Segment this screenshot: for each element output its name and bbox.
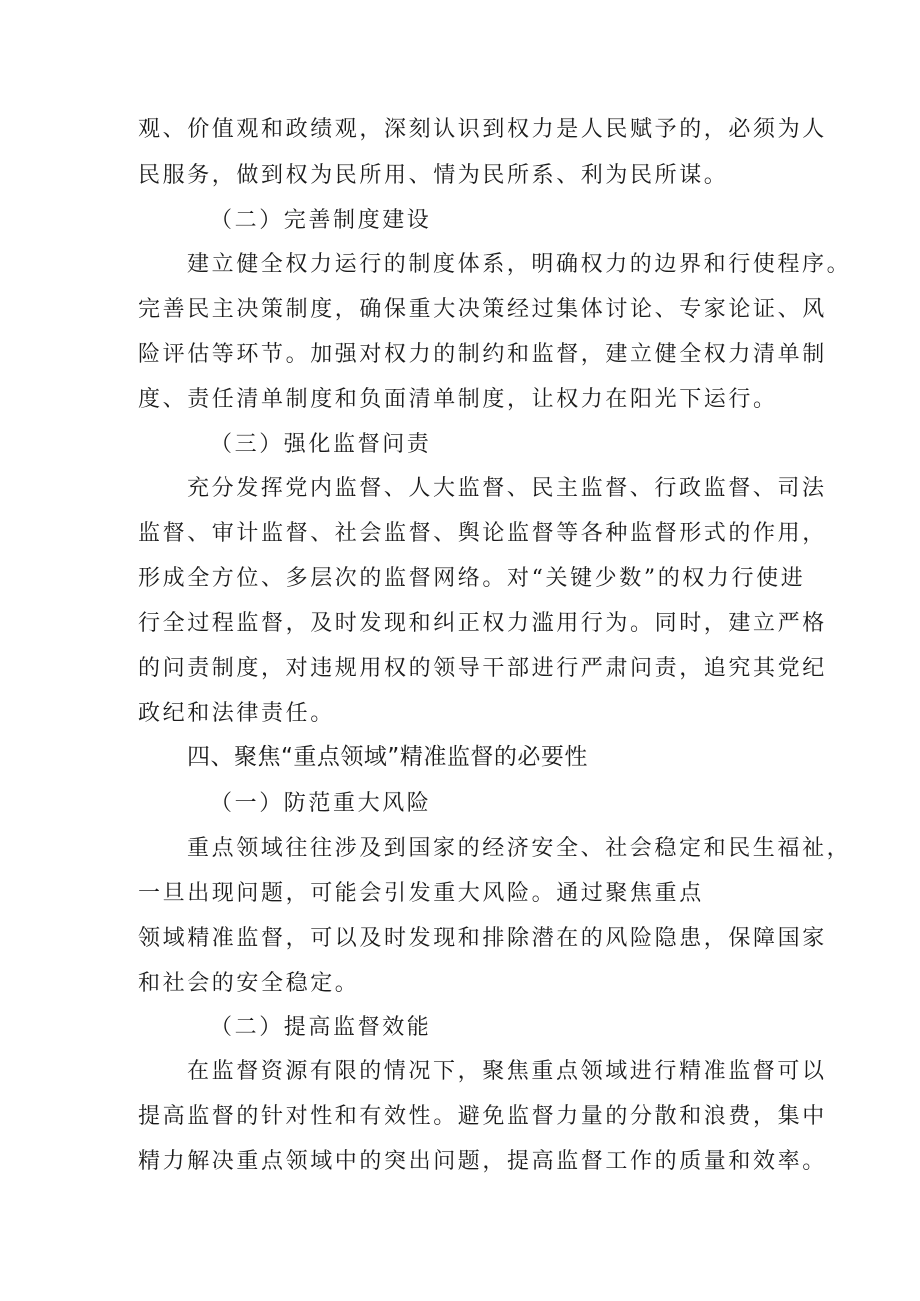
subsection-heading: （二）提高监督效能 [210, 1015, 432, 1040]
paragraph-line: 在监督资源有限的情况下，聚焦重点领域进行精准监督可以 [187, 1059, 827, 1084]
paragraph-line: 领域精准监督，可以及时发现和排除潜在的风险隐患，保障国家 [138, 926, 827, 951]
paragraph-line: 精力解决重点领域中的突出问题，提高监督工作的质量和效率。 [138, 1149, 827, 1174]
subsection-heading: （一）防范重大风险 [210, 791, 432, 816]
paragraph-line: 行全过程监督，及时发现和纠正权力滥用行为。同时，建立严格 [138, 611, 827, 636]
paragraph-line: 度、责任清单制度和负面清单制度，让权力在阳光下运行。 [138, 387, 778, 412]
subsection-heading: （三）强化监督问责 [210, 432, 432, 457]
paragraph-line: 一旦出现问题，可能会引发重大风险。通过聚焦重点 [138, 881, 704, 906]
subsection-heading: （二）完善制度建设 [210, 208, 432, 233]
paragraph-line: 险评估等环节。加强对权力的制约和监督，建立健全权力清单制 [138, 342, 827, 367]
paragraph-line: 提高监督的针对性和有效性。避免监督力量的分散和浪费，集中 [138, 1104, 827, 1129]
paragraph-line: 的问责制度，对违规用权的领导干部进行严肃问责，追究其党纪 [138, 656, 827, 681]
paragraph-line: 完善民主决策制度，确保重大决策经过集体讨论、专家论证、风 [138, 297, 827, 322]
paragraph-line: 充分发挥党内监督、人大监督、民主监督、行政监督、司法 [187, 476, 827, 501]
section-heading: 四、聚焦“重点领域”精准监督的必要性 [187, 744, 588, 770]
paragraph-line: 政纪和法律责任。 [138, 701, 335, 726]
paragraph-line: 观、价值观和政绩观，深刻认识到权力是人民赋予的，必须为人 [138, 117, 827, 142]
paragraph-line: 建立健全权力运行的制度体系，明确权力的边界和行使程序。 [187, 252, 852, 277]
paragraph-line: 重点领域往往涉及到国家的经济安全、社会稳定和民生福祉， [187, 836, 852, 861]
paragraph-line: 和社会的安全稳定。 [138, 971, 360, 996]
paragraph-line: 形成全方位、多层次的监督网络。对“关键少数”的权力行使进 [138, 566, 806, 591]
paragraph-line: 监督、审计监督、社会监督、舆论监督等各种监督形式的作用， [138, 521, 827, 546]
paragraph-line: 民服务，做到权为民所用、情为民所系、利为民所谋。 [138, 163, 729, 188]
